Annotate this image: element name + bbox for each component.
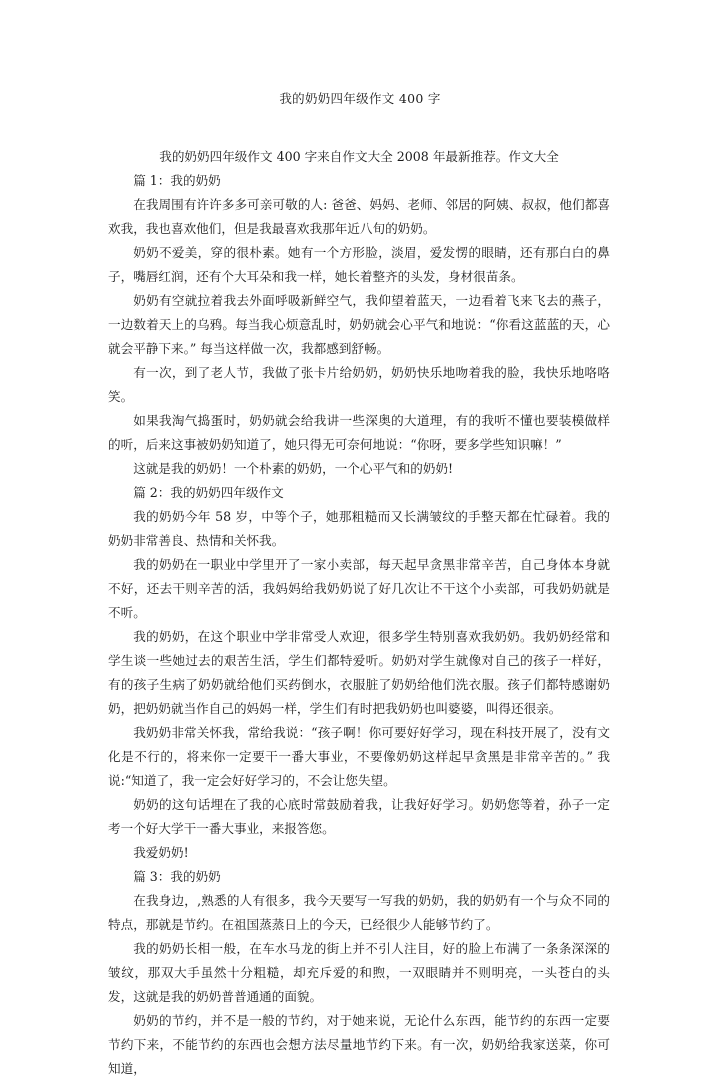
paragraph: 在我周围有许许多多可亲可敬的人: 爸爸、妈妈、老师、邻居的阿姨、叔叔，他们都喜欢我，我也喜欢他们，但是我最喜欢我那年近八旬的奶奶。	[108, 197, 610, 236]
paragraph: 奶奶的这句话埋在了我的心底时常鼓励着我，让我好好学习。奶奶您等着，孙子一定考一个好大学干一番大事业，来报答您。	[108, 797, 610, 836]
document-subtitle: 我的奶奶四年级作文 400 字来自作文大全 2008 年最新推荐。作文大全	[159, 149, 559, 164]
essay-2-heading: 篇 2：我的奶奶四年级作文	[133, 485, 284, 500]
paragraph: 奶奶有空就拉着我去外面呼吸新鲜空气，我仰望着蓝天，一边看着飞来飞去的燕子，一边数着天上的乌鸦。每当我心烦意乱时，奶奶就会心平气和地说：“你看这蓝蓝的天，心就会平静下来。” 每当这样做一次，我都感到舒畅。	[108, 293, 610, 356]
paragraph: 有一次，到了老人节，我做了张卡片给奶奶，奶奶快乐地吻着我的脸，我快乐地咯咯笑。	[108, 365, 610, 404]
paragraph: 我的奶奶在一职业中学里开了一家小卖部，每天起早贪黑非常辛苦，自己身体本身就不好，还去干则辛苦的活，我妈妈给我奶奶说了好几次让不干这个小卖部，可我奶奶就是不听。	[108, 557, 610, 620]
paragraph: 奶奶不爱美，穿的很朴素。她有一个方形脸，淡眉，爱发愣的眼睛，还有那白白的鼻子，嘴唇红润，还有个大耳朵和我一样，她长着整齐的头发，身材很苗条。	[108, 245, 610, 284]
paragraph: 我爱奶奶!	[133, 845, 189, 860]
essay-1-heading: 篇 1：我的奶奶	[133, 173, 221, 188]
paragraph: 在我身边，,熟悉的人有很多，我今天要写一写我的奶奶，我的奶奶有一个与众不同的特点，那就是节约。在祖国蒸蒸日上的今天，已经很少人能够节约了。	[108, 893, 610, 932]
essay-3-heading: 篇 3：我的奶奶	[133, 869, 221, 884]
paragraph: 奶奶的节约，并不是一般的节约，对于她来说，无论什么东西，能节约的东西一定要节约下来，不能节约的东西也会想方法尽量地节约下来。有一次，奶奶给我家送菜，你可知道，	[108, 1013, 610, 1076]
paragraph: 这就是我的奶奶！一个朴素的奶奶，一个心平气和的奶奶!	[133, 461, 454, 476]
paragraph: 我奶奶非常关怀我，常给我说：“孩子啊！你可要好好学习，现在科技开展了，没有文化是不行的，将来你一定要干一番大事业，不要像奶奶这样起早贪黑是非常辛苦的。” 我说:“知道了，我一定会好好学习的，不会让您失望。	[108, 725, 610, 788]
paragraph: 我的奶奶今年 58 岁，中等个子，她那粗糙而又长满皱纹的手整天都在忙碌着。我的奶奶非常善良、热情和关怀我。	[108, 509, 610, 548]
paragraph: 我的奶奶，在这个职业中学非常受人欢迎，很多学生特别喜欢我奶奶。我奶奶经常和学生谈一些她过去的艰苦生活，学生们都特爱听。奶奶对学生就像对自己的孩子一样好，有的孩子生病了奶奶就给他们买药倒水，衣服脏了奶奶给他们洗衣服。孩子们都特感谢奶奶，把奶奶就当作自己的妈妈一样，学生们有时把我奶奶也叫婆婆，叫得还很亲。	[108, 629, 610, 716]
document-title: 我的奶奶四年级作文 400 字	[279, 91, 441, 106]
paragraph: 如果我淘气捣蛋时，奶奶就会给我讲一些深奥的大道理，有的我听不懂也要装模做样的听，后来这事被奶奶知道了，她只得无可奈何地说：“你呀，要多学些知识嘛！”	[108, 413, 610, 452]
paragraph: 我的奶奶长相一般，在车水马龙的街上并不引人注目，好的脸上布满了一条条深深的皱纹，那双大手虽然十分粗糙，却充斥爱的和煦，一双眼睛并不则明亮，一头苍白的头发，这就是我的奶奶普普通通的面貌。	[108, 941, 610, 1004]
document-body	[108, 145, 610, 1081]
